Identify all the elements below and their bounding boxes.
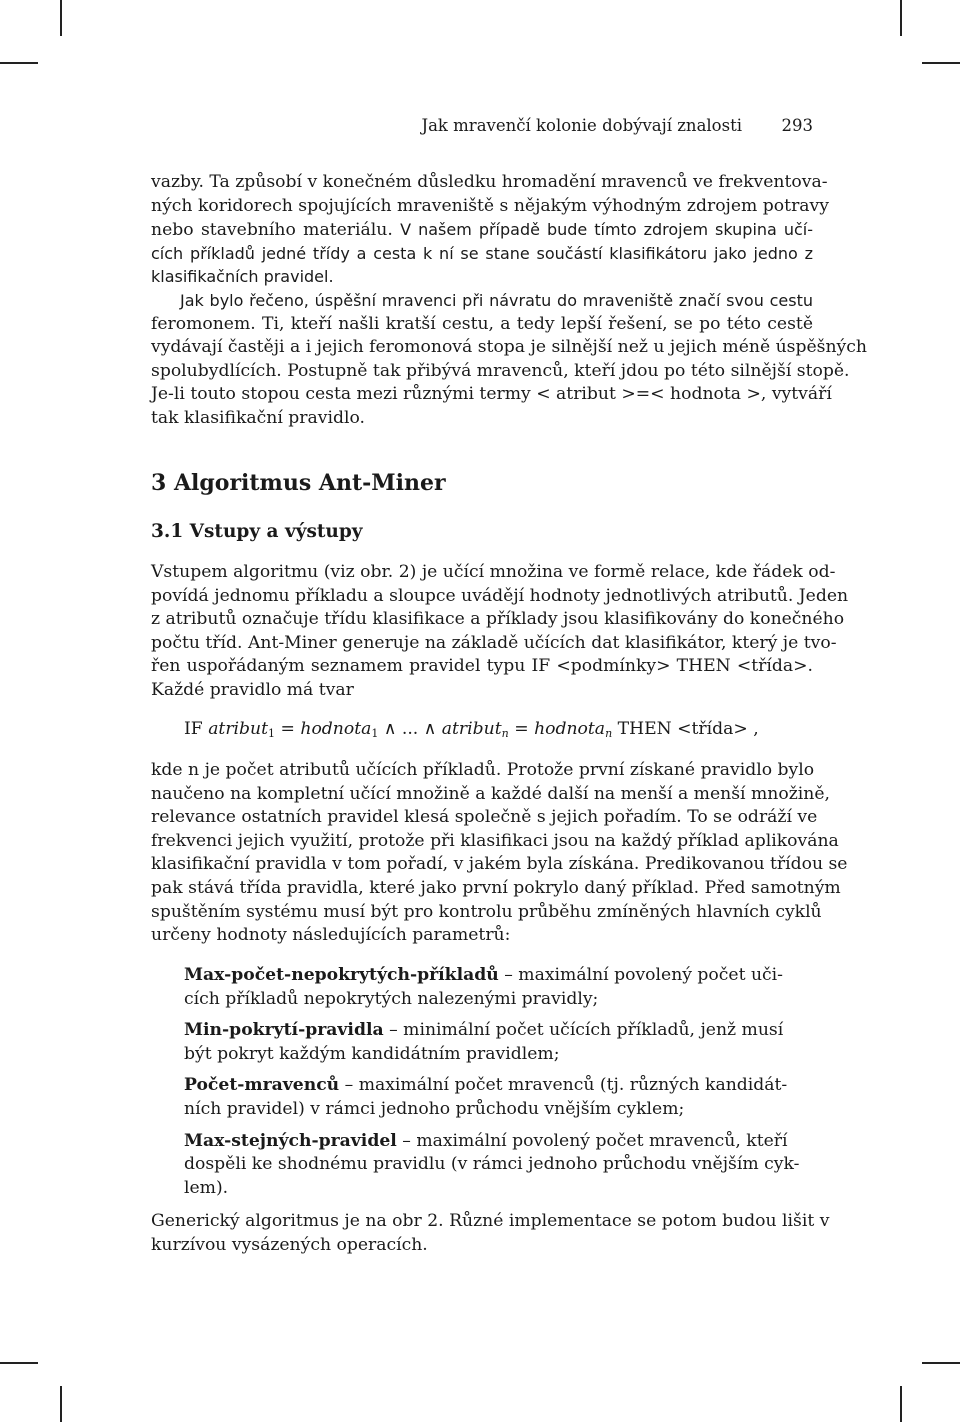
text-line: pak stává třída pravidla, které jako první pokrylo daný příklad. Před samotným [151,877,841,898]
formula-attribute: atribut [441,719,502,739]
subsection-heading: 3.1 Vstupy a výstupy [151,521,363,542]
rule-formula: IF atribut$_1$ = hodnota$_1$ ∧ ... ∧ atribut$_n$ = hodnota$_n$ THEN <třída> , [184,719,759,740]
text-line: vazby. Ta způsobí v konečném důsledku hromadění mravenců ve frekventova- [151,172,828,192]
text-line: povídá jednomu příkladu a sloupce uvádějí hodnoty jednotlivých atributů. Jeden [151,585,849,606]
text-line: tak klasifikační pravidlo. [151,407,365,428]
paragraph-2 [151,289,867,431]
crop-mark [922,62,960,64]
text-line: cích příkladů jedné třídy a cesta k ní se stane součástí klasifikátoru jako jedno z [151,243,813,263]
text-line: z atributů označuje třídu klasifikace a příklady jsou klasifikovány do konečného [151,609,845,630]
formula-value: hodnota [534,719,606,739]
crop-mark [900,0,902,36]
paragraph-3 [151,561,849,703]
parameter-name: Počet-mravenců [184,1075,340,1096]
text-line: vydávají častěji a i jejich feromonová stopa je silnější než u jejich méně úspěšných [151,337,867,358]
text-line: feromonem. Ti, kteří našli kratší cestu, a tedy lepší řešení, se po této cestě [151,313,813,334]
text-line: Jak bylo řečeno, úspěšní mravenci při návratu do mraveniště značí svou cestu [180,291,813,310]
text-line: Generický algoritmus je na obr 2. Různé implementace se potom budou lišit v [151,1211,830,1231]
text-line: počtu tříd. Ant-Miner generuje na základě učících dat klasifikátor, který je tvo- [151,632,837,653]
page-number: 293 [781,116,813,135]
parameter-item: Počet-mravenců – maximální počet mravenců (tj. různých kandidát- ních pravidel) v rámci jednoho průchodu vnějším cyklem; [184,1075,788,1119]
crop-mark [0,62,38,64]
crop-mark [922,1362,960,1364]
formula-if: IF [184,719,203,739]
text-line: spolubydlících. Postupně tak přibývá mravenců, kteří jdou po této silnější stopě. [151,360,850,381]
parameter-name: Max-počet-nepokrytých-příkladů [184,965,499,985]
parameter-item: Max-počet-nepokrytých-příkladů – maximální povolený počet uči- cích příkladů nepokrytých nalezenými pravidly; [184,965,783,1009]
parameter-name: Max-stejných-pravidel [184,1130,397,1151]
text-line: naučeno na kompletní učící množině a každé další na menší a menší množině, [151,783,830,804]
text-line: spuštěním systému musí být pro kontrolu průběhu zmíněných hlavních cyklů [151,901,822,922]
text-line: Vstupem algoritmu (viz obr. 2) je učící množina ve formě relace, kde řádek od- [151,562,836,582]
text-run-sans: V našem případě bude tímto zdrojem skupina učí- [400,220,813,240]
parameter-name: Min-pokrytí-pravidla [184,1020,384,1041]
text-line: frekvenci jejich využití, protože při klasifikaci jsou na každý příklad aplikována [151,830,839,851]
text-line: Každé pravidlo má tvar [151,679,354,700]
crop-mark [60,1386,62,1422]
text-run: nebo stavebního materiálu. [151,220,393,241]
running-header [151,116,813,138]
crop-mark [60,0,62,36]
text-line [151,218,813,242]
parameter-item: Min-pokrytí-pravidla – minimální počet učících příkladů, jenž musí být pokryt každým kandidátním pravidlem; [184,1020,784,1064]
formula-then: THEN <třída> , [612,719,759,739]
text-line: řen uspořádaným seznamem pravidel typu IF <podmínky> THEN <třída>. [151,656,813,677]
text-line: klasifikační pravidla v tom pořadí, v jakém byla získána. Predikovanou třídou se [151,854,848,875]
parameter-item: Max-stejných-pravidel – maximální povolený počet mravenců, kteří dospěli ke shodnému pravidlu (v rámci jednoho průchodu vnějším cyk- lem). [184,1130,800,1198]
text-line: relevance ostatních pravidel klesá společně s jejich pořadím. To se odráží ve [151,807,818,828]
crop-mark [0,1362,38,1364]
parameter-list [184,964,800,1208]
running-title: Jak mravenčí kolonie dobývají znalosti [421,116,742,135]
text-line: určeny hodnoty následujících parametrů: [151,925,511,946]
crop-mark [900,1386,902,1422]
text-line: ných koridorech spojujících mraveniště s nějakým výhodným zdrojem potravy [151,195,829,216]
section-heading: 3 Algoritmus Ant-Miner [151,470,446,496]
paragraph-4 [151,759,848,948]
paragraph-5 [151,1210,830,1257]
formula-attribute: atribut [208,719,269,739]
text-line: Je-li touto stopou cesta mezi různými termy < atribut >=< hodnota >, vytváří [151,384,832,405]
text-line: kurzívou vysázených operacích. [151,1234,428,1255]
text-line: klasifikačních pravidel. [151,267,334,287]
paragraph-1 [151,171,829,289]
text-line: kde n je počet atributů učících příkladů. Protože první získané pravidlo bylo [151,760,815,780]
formula-value: hodnota [300,719,372,739]
